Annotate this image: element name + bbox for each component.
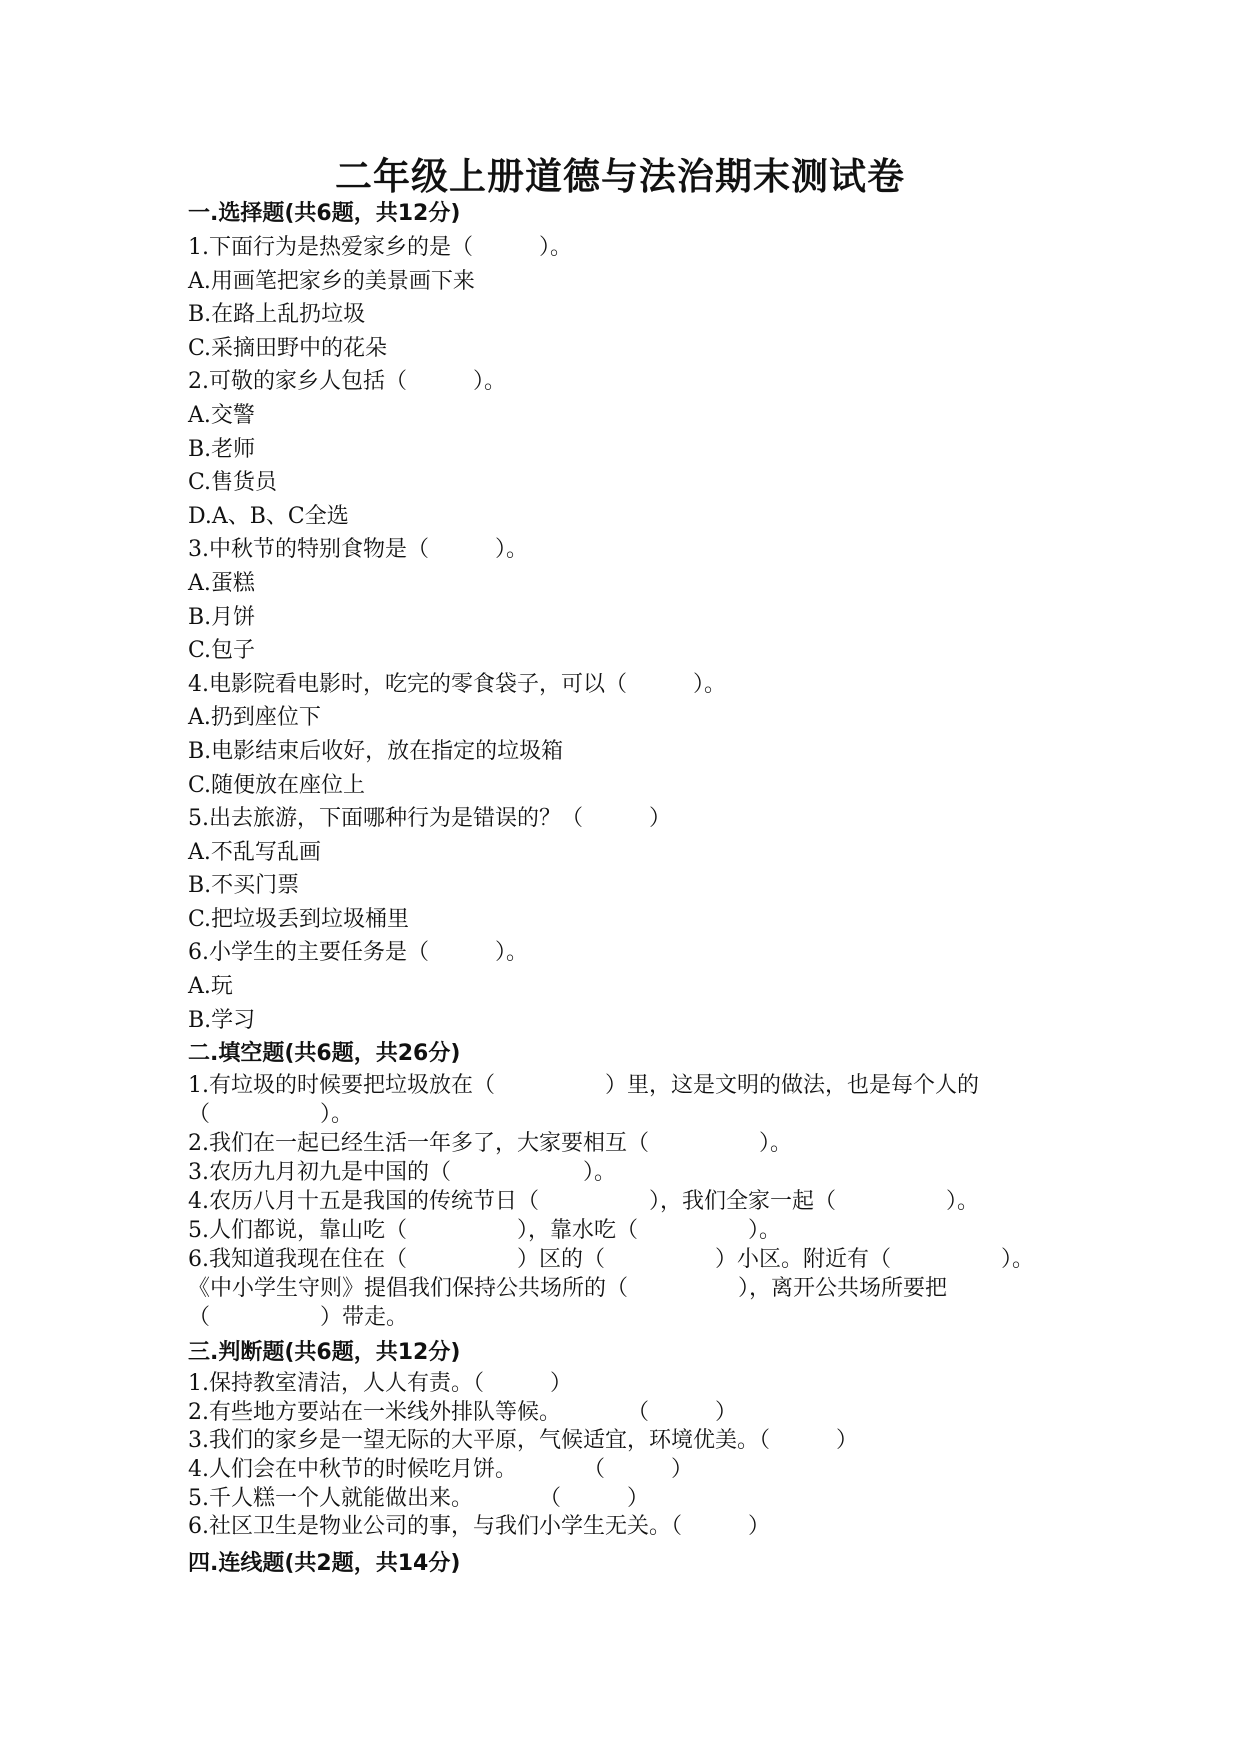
question-line: 5.人们都说，靠山吃（ ），靠水吃（ ）。 bbox=[188, 1218, 781, 1244]
true-false-questions bbox=[188, 1370, 1063, 1542]
option-line: C.随便放在座位上 bbox=[188, 772, 366, 798]
option-line: A.扔到座位下 bbox=[188, 705, 321, 731]
option-line: B.不买门票 bbox=[188, 873, 300, 899]
option-line: A.不乱写乱画 bbox=[188, 839, 321, 865]
section-heading-fill-blank: 二.填空题(共6题，共26分) bbox=[188, 1041, 461, 1067]
option-line: B.电影结束后收好，放在指定的垃圾箱 bbox=[188, 738, 564, 764]
page-title: 二年级上册道德与法治期末测试卷 bbox=[335, 154, 905, 198]
question-line: 2.可敬的家乡人包括（ ）。 bbox=[188, 369, 506, 395]
section-heading-true-false: 三.判断题(共6题，共12分) bbox=[188, 1340, 461, 1366]
exam-content bbox=[188, 197, 1063, 1581]
choice-questions bbox=[188, 231, 1063, 1037]
question-line: 3.我们的家乡是一望无际的大平原，气候适宜，环境优美。（ ） bbox=[188, 1428, 858, 1454]
question-line: 5.出去旅游，下面哪种行为是错误的？（ ） bbox=[188, 806, 671, 832]
option-line: B.在路上乱扔垃圾 bbox=[188, 302, 366, 328]
question-line: 3.农历九月初九是中国的（ ）。 bbox=[188, 1160, 616, 1186]
question-line: 4.电影院看电影时，吃完的零食袋子，可以（ ）。 bbox=[188, 671, 726, 697]
option-line: C.包子 bbox=[188, 638, 256, 664]
option-line: C.采摘田野中的花朵 bbox=[188, 335, 388, 361]
option-line: B.月饼 bbox=[188, 604, 256, 630]
question-line: 1.保持教室清洁，人人有责。（ ） bbox=[188, 1371, 572, 1397]
question-line: 4.人们会在中秋节的时候吃月饼。 （ ） bbox=[188, 1457, 693, 1483]
option-line: A.用画笔把家乡的美景画下来 bbox=[188, 268, 475, 294]
question-line: 2.我们在一起已经生活一年多了，大家要相互（ ）。 bbox=[188, 1131, 792, 1157]
option-line: D.A、B、C全选 bbox=[188, 503, 349, 529]
question-line: 2.有些地方要站在一米线外排队等候。 （ ） bbox=[188, 1399, 737, 1425]
option-line: C.售货员 bbox=[188, 470, 278, 496]
option-line: A.玩 bbox=[188, 974, 233, 1000]
section-heading-matching: 四.连线题(共2题，共14分) bbox=[188, 1550, 461, 1576]
option-line: B.老师 bbox=[188, 436, 256, 462]
option-line: A.蛋糕 bbox=[188, 570, 255, 596]
option-line: B.学习 bbox=[188, 1007, 256, 1033]
question-line: 6.小学生的主要任务是（ ）。 bbox=[188, 940, 528, 966]
question-line: 1.有垃圾的时候要把垃圾放在（ ）里，这是文明的做法，也是每个人的（ ）。 bbox=[188, 1073, 979, 1128]
fill-blank-questions bbox=[188, 1071, 1063, 1332]
option-line: C.把垃圾丢到垃圾桶里 bbox=[188, 906, 410, 932]
question-line: 4.农历八月十五是我国的传统节日（ ），我们全家一起（ ）。 bbox=[188, 1189, 979, 1215]
question-line: 5.千人糕一个人就能做出来。 （ ） bbox=[188, 1485, 649, 1511]
question-line: 1.下面行为是热爱家乡的是（ ）。 bbox=[188, 235, 572, 260]
section-heading-choice: 一.选择题(共6题，共12分) bbox=[188, 201, 461, 226]
question-line: 3.中秋节的特别食物是（ ）。 bbox=[188, 537, 528, 563]
question-line: 6.我知道我现在住在（ ）区的（ ）小区。附近有（ ）。《中小学生守则》提倡我们保持公共场所的（ ），离开公共场所要把（ ）带走。 bbox=[188, 1247, 1034, 1331]
question-line: 6.社区卫生是物业公司的事，与我们小学生无关。（ ） bbox=[188, 1514, 770, 1540]
option-line: A.交警 bbox=[188, 402, 255, 428]
